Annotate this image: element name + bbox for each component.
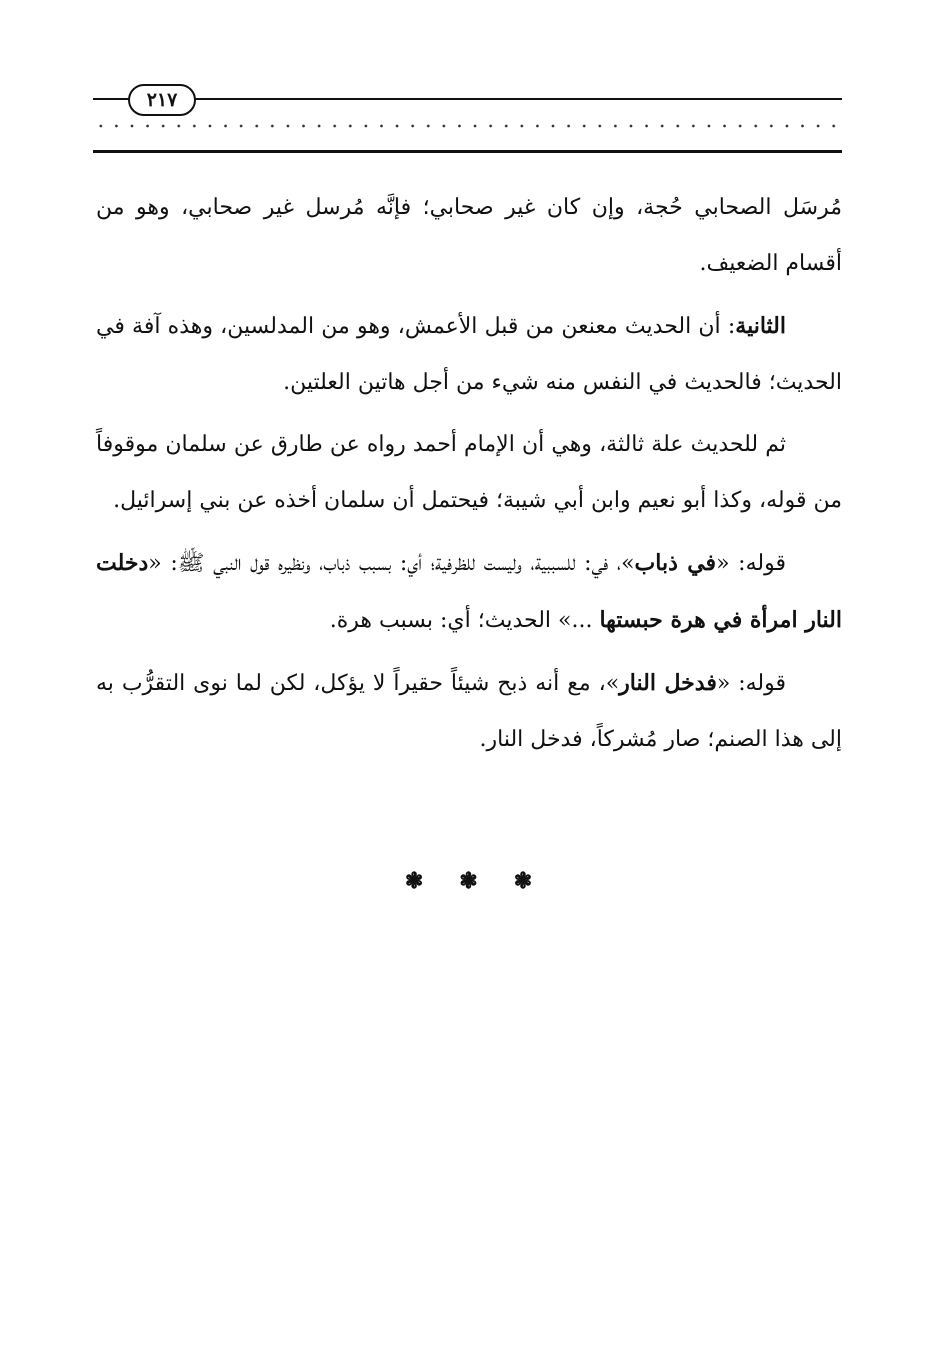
paragraph-1: [96, 180, 842, 292]
page-number: [128, 84, 196, 116]
paragraph-2-text: : أن الحديث معنعن من قبل الأعمش، وهو من المدلسين، وهذه آفة في الحديث؛ فالحديث في النفس منه شيء من أجل هاتين العلتين.: [96, 314, 842, 395]
paragraph-4-quote-1: في ذباب: [634, 550, 717, 576]
paragraph-4-part-a: قوله: «: [716, 551, 786, 576]
paragraph-5-part-a: قوله: «: [716, 671, 787, 696]
header-rule-top: [93, 98, 842, 100]
header-dotted-rule: [93, 122, 842, 130]
paragraph-4-quote-2: دخلت النار امرأة في هرة حبستها: [96, 550, 842, 633]
section-separator: [0, 868, 937, 894]
header-rule-bottom: [93, 150, 842, 153]
paragraph-4: [96, 535, 842, 649]
separator-stars: ❃❃❃: [404, 868, 569, 894]
page-number-text: ٢١٧: [146, 88, 178, 111]
paragraph-3-text: ثم للحديث علة ثالثة، وهي أن الإمام أحمد رواه عن طارق عن سلمان موقوفاً من قوله، وكذا أبو نعيم وابن أبي شيبة؛ فيحتمل أن سلمان أخذه عن بني إسرائيل.: [96, 432, 842, 513]
paragraph-5: [96, 655, 842, 768]
paragraph-2: [96, 298, 842, 411]
paragraph-3: [96, 417, 842, 529]
paragraph-1-text: مُرسَل الصحابي حُجة، وإن كان غير صحابي؛ فإنَّه مُرسل غير صحابي، وهو من أقسام الضعيف.: [96, 195, 842, 276]
paragraph-5-part-c: »، مع أنه ذبح شيئاً حقيراً لا يؤكل، لكن لما نوى التقرُّب به إلى هذا الصنم؛ صار مُشركاً، فدخل النار.: [96, 671, 842, 752]
main-text: [96, 180, 842, 774]
paragraph-5-quote: فدخل النار: [619, 670, 717, 696]
paragraph-2-lead: الثانية: [735, 313, 786, 339]
paragraph-4-part-c: »، في: للسببية، وليست للظرفية؛ أي: بسبب ذباب، ونظيره قول النبي ﷺ: «: [148, 551, 635, 576]
paragraph-4-part-e: ...» الحديث؛ أي: بسبب هرة.: [329, 608, 600, 633]
